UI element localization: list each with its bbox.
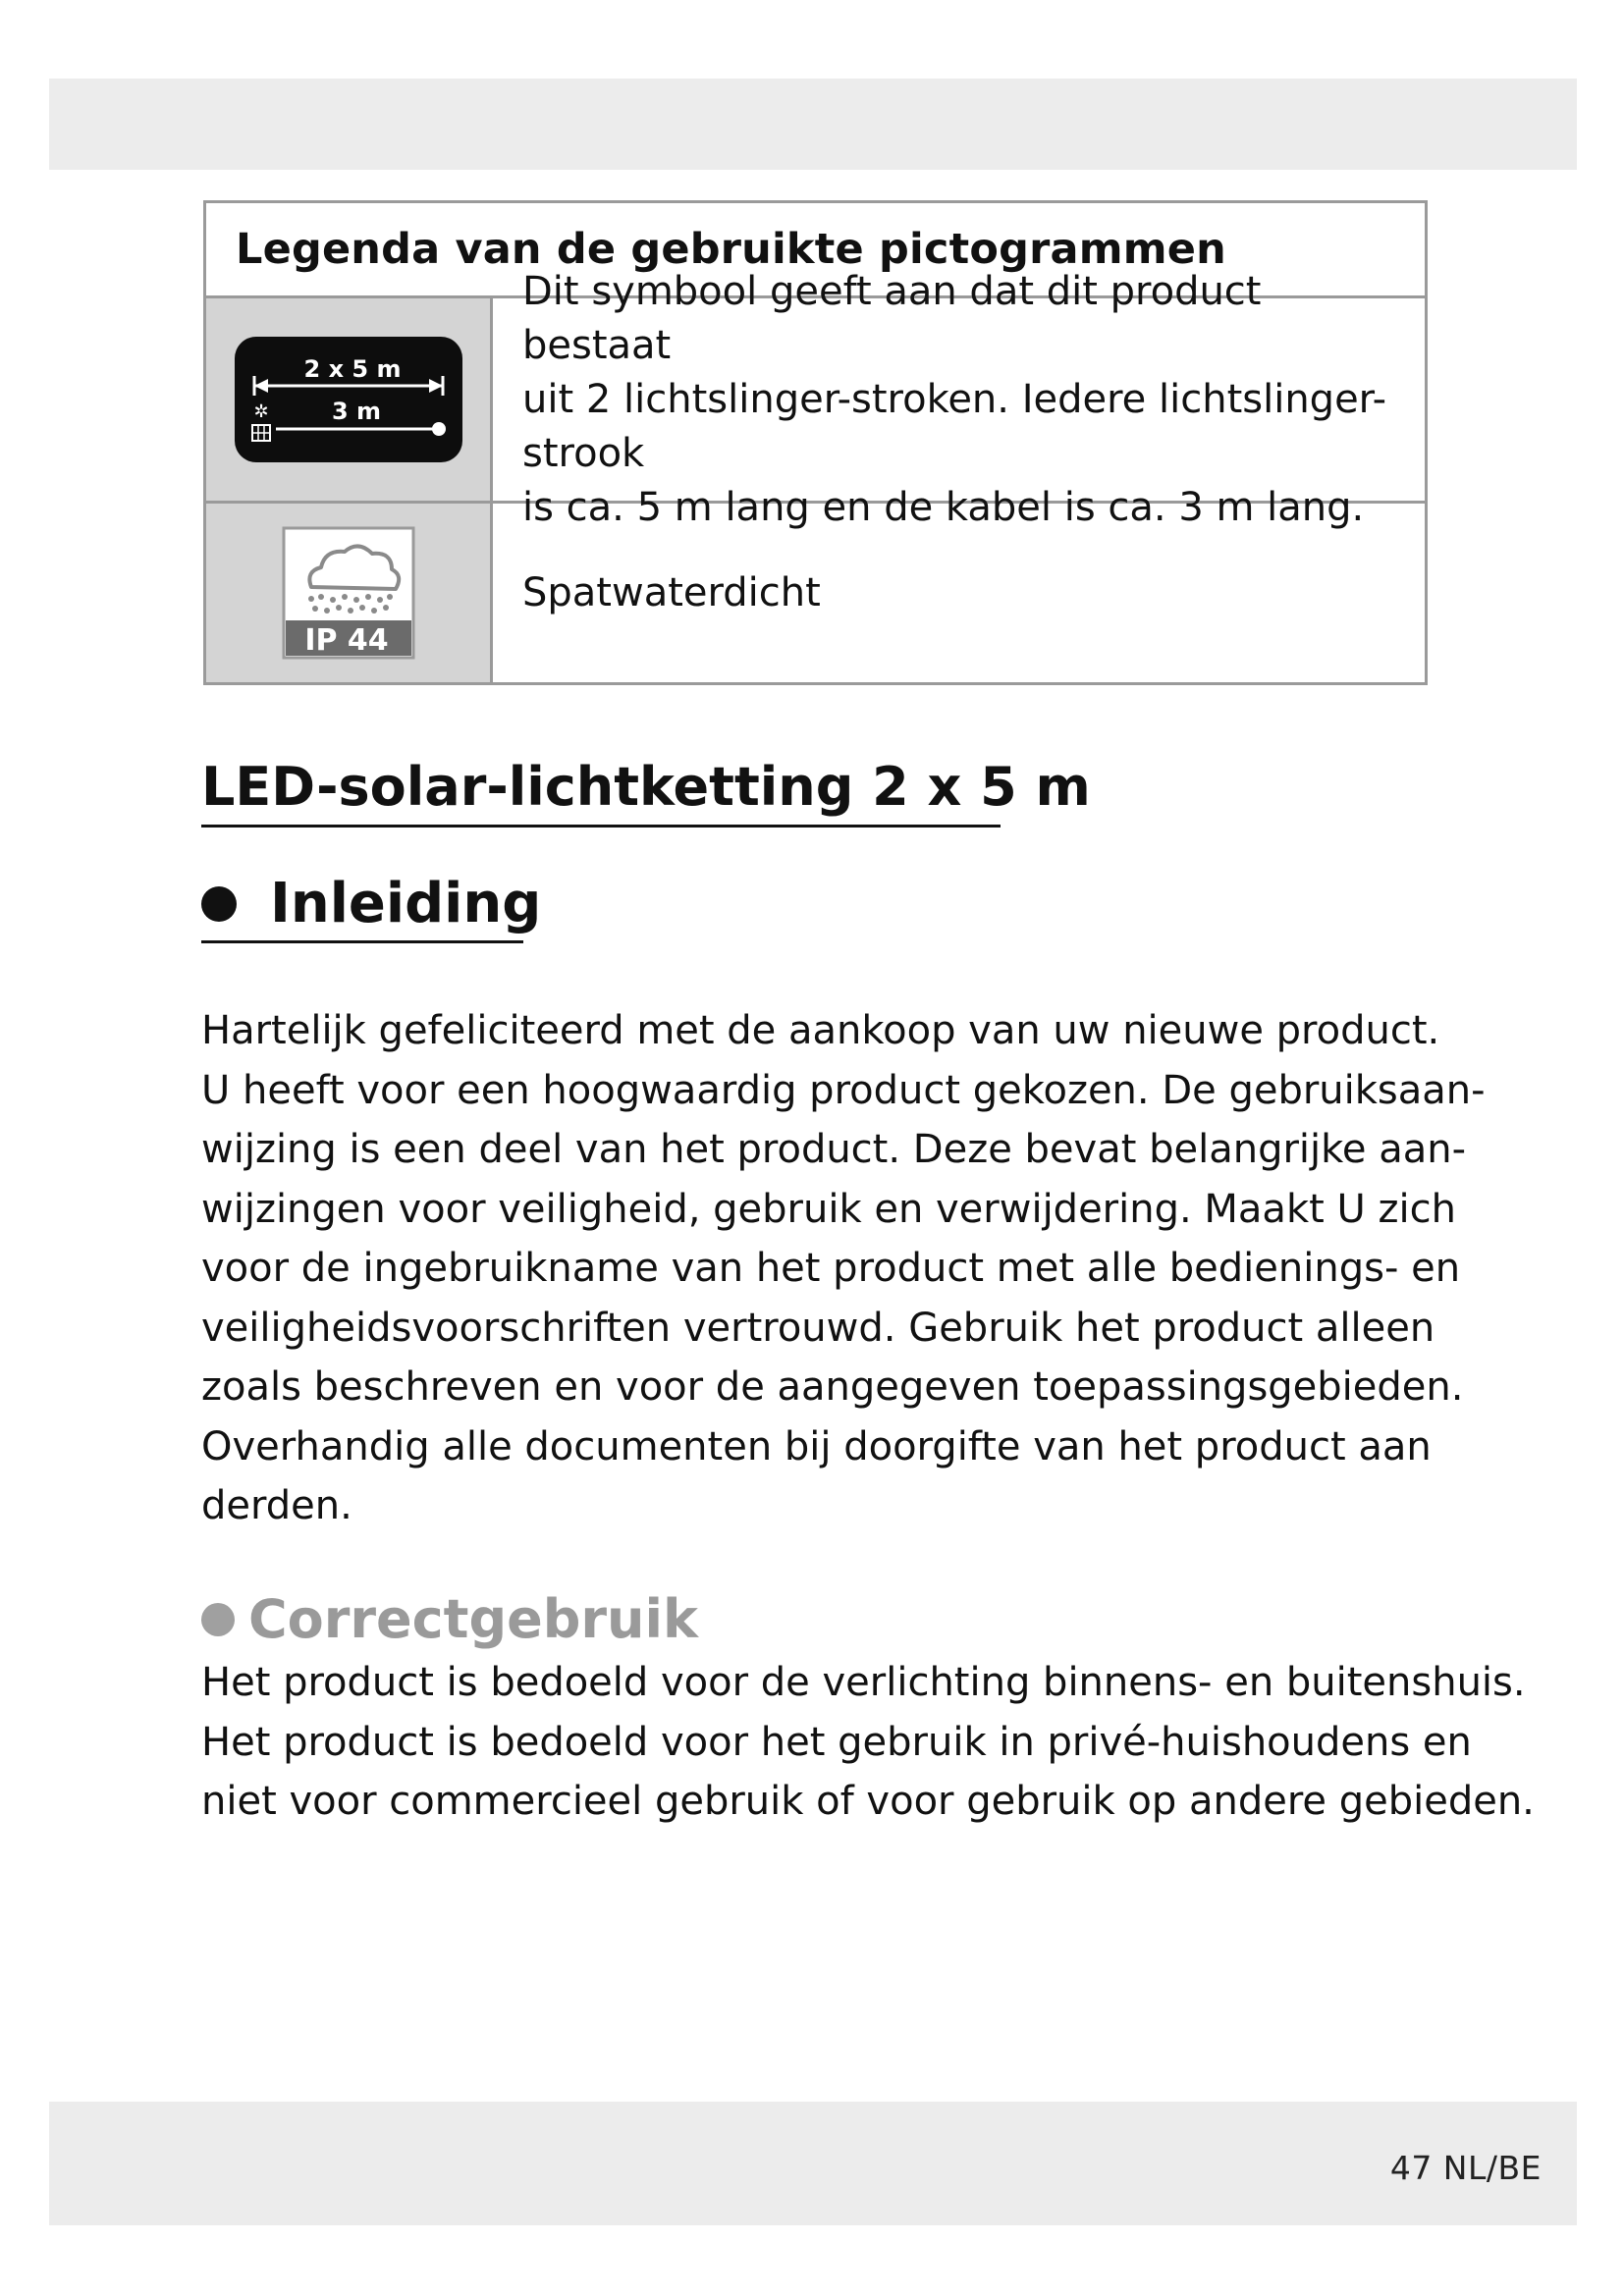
intro-paragraph <box>201 1001 1486 1536</box>
bullet-icon <box>201 886 237 922</box>
paragraph-line: voor de ingebruikname van het product met alle bedienings- en <box>201 1246 1461 1291</box>
bullet-icon <box>201 1603 235 1636</box>
header-band <box>49 79 1577 170</box>
svg-text:✲: ✲ <box>252 401 269 422</box>
cable-length-label: 3 m <box>331 398 381 425</box>
paragraph-line: derden. <box>201 1483 352 1528</box>
section-heading-correctgebruik <box>201 1588 698 1650</box>
section-heading-text: Correctgebruik <box>248 1588 698 1650</box>
ip-rating-label: IP 44 <box>303 623 389 658</box>
paragraph-line: zoals beschreven en voor de aangegeven toepassingsgebieden. <box>201 1364 1464 1410</box>
legend-title: Legenda van de gebruikte pictogrammen <box>206 203 1425 298</box>
legend-icon-cell <box>206 298 493 501</box>
legend-description-line: Dit symbool geeft aan dat dit product bestaat <box>522 268 1262 368</box>
usage-paragraph <box>201 1653 1535 1832</box>
paragraph-line: wijzingen voor veiligheid, gebruik en verwijdering. Maakt U zich <box>201 1186 1456 1232</box>
section-heading-text: Inleiding <box>270 872 542 935</box>
paragraph-line: Overhandig alle documenten bij doorgifte van het product aan <box>201 1423 1432 1469</box>
string-length-label: 2 x 5 m <box>303 355 401 383</box>
paragraph-line: veiligheidsvoorschriften vertrouwd. Gebruik het product alleen <box>201 1305 1435 1351</box>
light-string-dimensions-icon <box>233 335 464 464</box>
legend-description <box>493 268 1425 530</box>
title-underline <box>201 825 1001 828</box>
page-number: 47 NL/BE <box>1389 2149 1542 2187</box>
heading-underline <box>201 940 523 943</box>
paragraph-line: Het product is bedoeld voor de verlichting binnens- en buitenshuis. <box>201 1660 1526 1705</box>
legend-row-light-string <box>206 268 1425 530</box>
legend-description-line: Spatwaterdicht <box>522 569 821 615</box>
section-heading-inleiding <box>201 872 541 935</box>
product-title: LED-solar-lichtketting 2 x 5 m <box>201 756 1091 818</box>
footer-band <box>49 2102 1577 2225</box>
paragraph-line: U heeft voor een hoogwaardig product gekozen. De gebruiksaan- <box>201 1067 1486 1113</box>
legend-description <box>493 504 1425 682</box>
paragraph-line: wijzing is een deel van het product. Deze bevat belangrijke aan- <box>201 1127 1467 1172</box>
legend-icon-cell <box>206 504 493 682</box>
splash-water-ip44-icon <box>282 526 415 660</box>
legend-row-ip44 <box>206 504 1425 682</box>
legend-description-line: is ca. 5 m lang en de kabel is ca. 3 m lang. <box>522 484 1365 530</box>
paragraph-line: niet voor commercieel gebruik of voor gebruik op andere gebieden. <box>201 1779 1535 1824</box>
legend-table <box>203 200 1428 685</box>
paragraph-line: Het product is bedoeld voor het gebruik in privé-huishoudens en <box>201 1719 1472 1765</box>
legend-description-line: uit 2 lichtslinger-stroken. Iedere lichtslinger-strook <box>522 376 1386 476</box>
paragraph-line: Hartelijk gefeliciteerd met de aankoop van uw nieuwe product. <box>201 1008 1440 1053</box>
